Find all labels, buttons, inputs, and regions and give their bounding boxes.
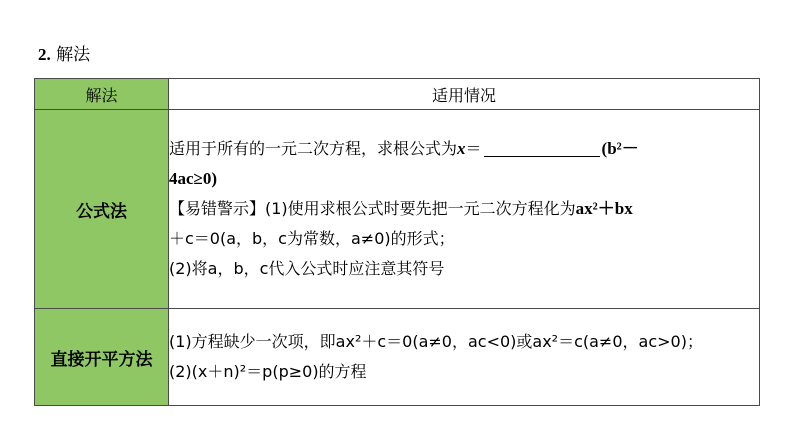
usage-square-root [169, 309, 760, 406]
usage-square-root-line-2: (2)(x＋n)²＝p(p≥0)的方程 [169, 362, 367, 381]
methods-table [34, 78, 760, 406]
section-title [38, 44, 90, 66]
table-header-row [35, 79, 760, 110]
usage-formula-line-5: (2)将a，b，c代入公式时应注意其符号 [169, 259, 445, 278]
usage-formula-line-3: 【易错警示】(1)使用求根公式时要先把一元二次方程化为ax²＋bx [169, 199, 633, 218]
answer-blank [484, 138, 600, 157]
usage-formula-line-1: 适用于所有的一元二次方程，求根公式为x＝ (b²－ [169, 139, 639, 158]
section-heading: 解法 [56, 45, 91, 65]
table-row [35, 110, 760, 309]
usage-formula [169, 110, 760, 309]
table-row [35, 309, 760, 406]
header-usage: 适用情况 [169, 79, 760, 110]
header-method: 解法 [35, 79, 169, 110]
method-formula: 公式法 [35, 110, 169, 309]
usage-formula-line-2: 4ac≥0) [169, 169, 218, 188]
method-square-root: 直接开平方法 [35, 309, 169, 406]
usage-square-root-line-1: (1)方程缺少一次项，即ax²＋c＝0(a≠0，ac<0)或ax²＝c(a≠0，ac>0)； [169, 332, 703, 351]
section-number: 2. [38, 45, 51, 64]
usage-formula-line-4: ＋c＝0(a，b，c为常数，a≠0)的形式； [169, 229, 455, 248]
